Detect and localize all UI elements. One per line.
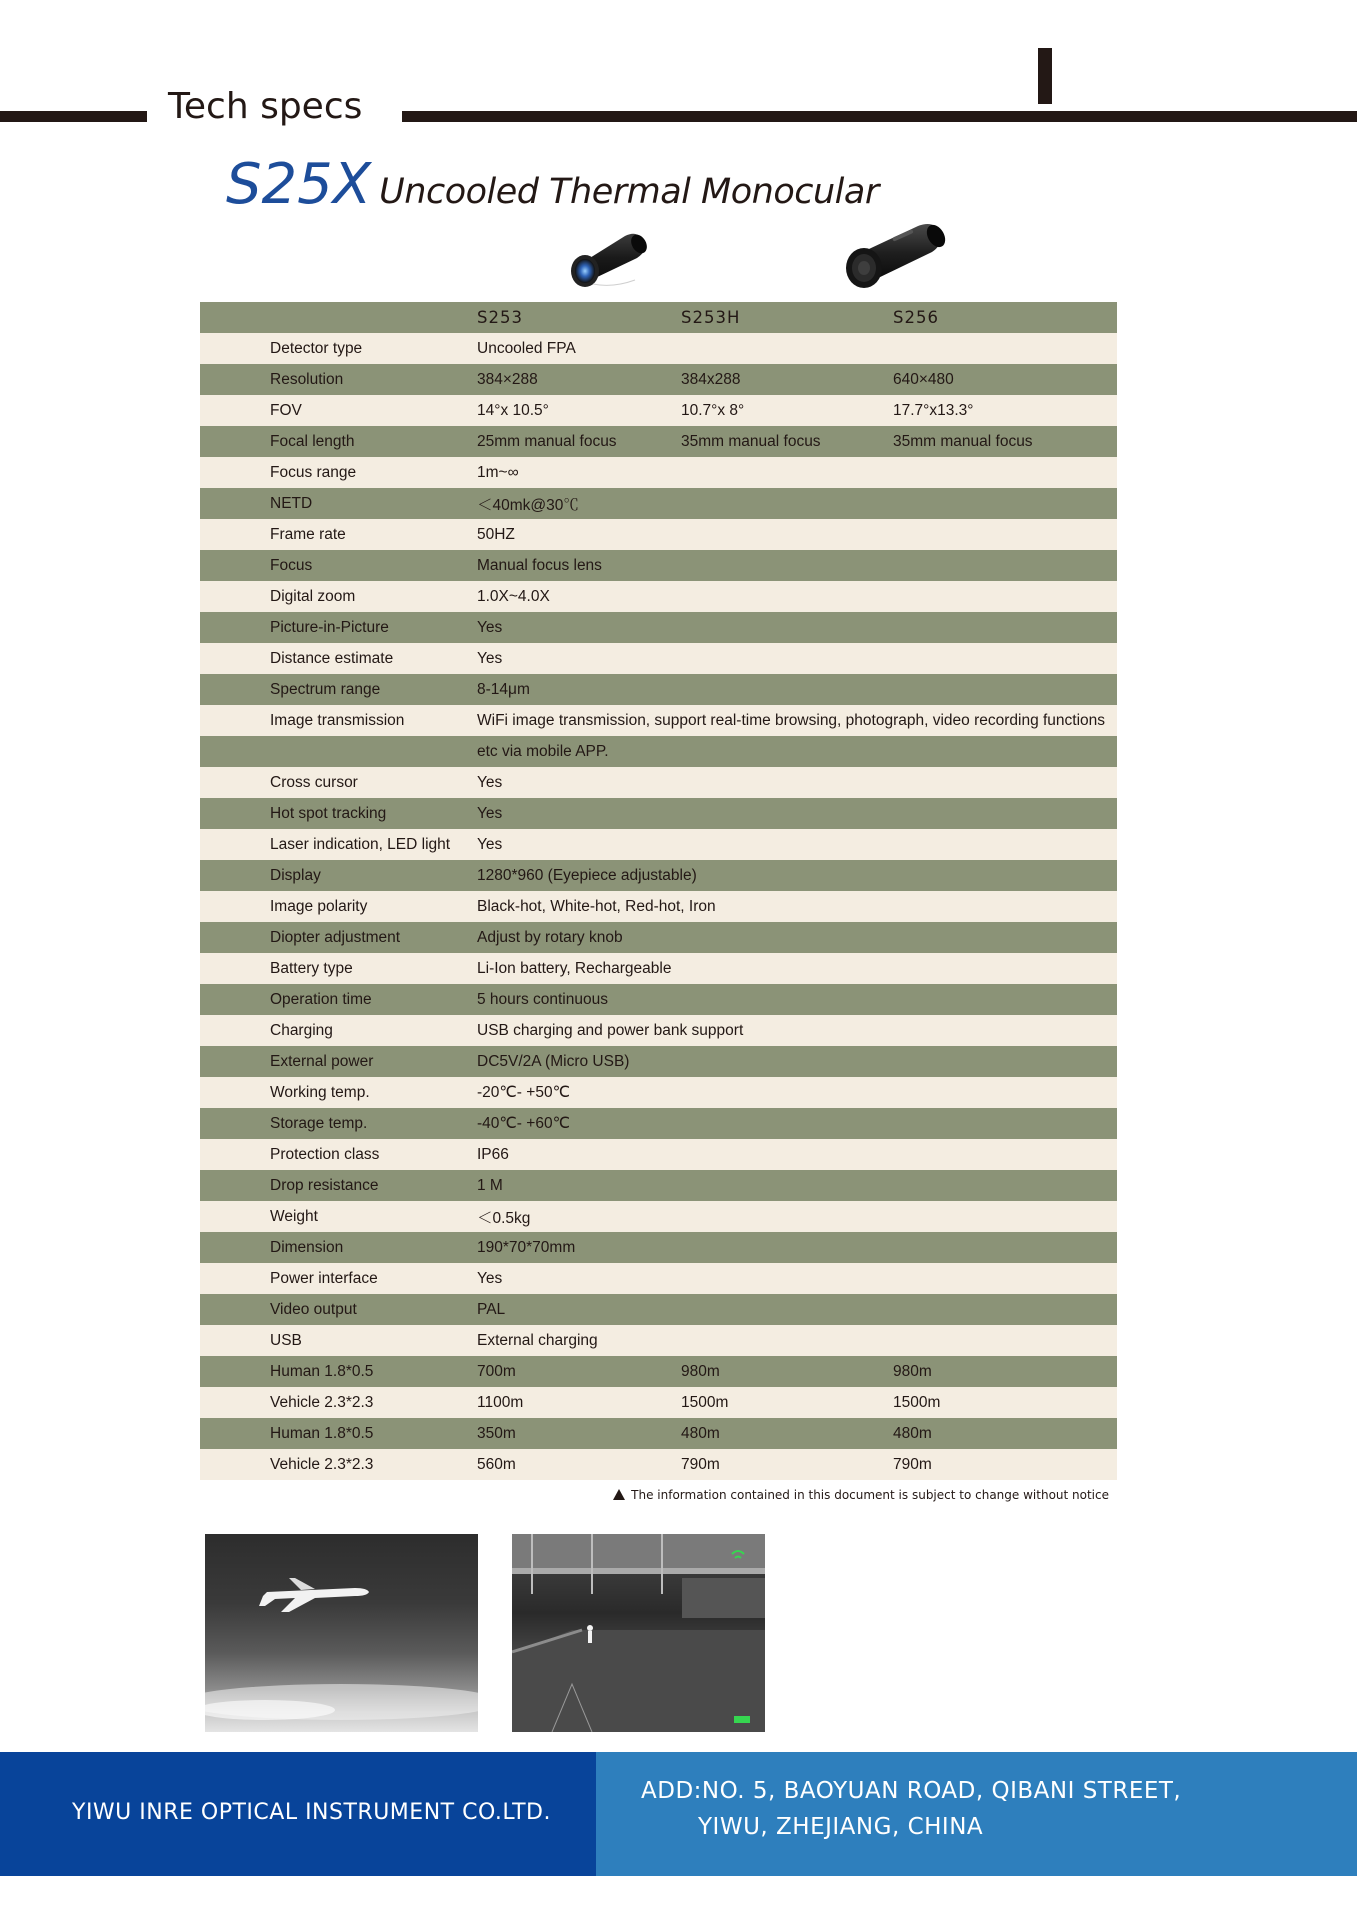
table-row: [200, 736, 1117, 767]
table-row: [200, 1201, 1117, 1232]
table-row: [200, 922, 1117, 953]
header-rule-tick: [1038, 48, 1052, 104]
spec-value: Li-Ion battery, Rechargeable: [477, 959, 672, 977]
spec-label: Resolution: [270, 370, 344, 388]
table-row: [200, 1077, 1117, 1108]
table-row: [200, 1015, 1117, 1046]
spec-value: USB charging and power bank support: [477, 1021, 744, 1039]
spec-label: NETD: [270, 494, 313, 512]
thermal-photo-airplane: [205, 1534, 478, 1732]
spec-label: Vehicle 2.3*2.3: [270, 1393, 374, 1411]
spec-label: Spectrum range: [270, 680, 381, 698]
table-row: [200, 1387, 1117, 1418]
spec-value: 14°x 10.5°: [477, 401, 549, 419]
spec-label: USB: [270, 1331, 302, 1349]
table-row: [200, 953, 1117, 984]
spec-value: 50HZ: [477, 525, 515, 543]
spec-label: Image transmission: [270, 711, 405, 729]
table-row: [200, 798, 1117, 829]
spec-value: 700m: [477, 1362, 516, 1380]
column-header-s253: S253: [477, 308, 523, 327]
spec-value: 790m: [681, 1455, 720, 1473]
spec-value: 25mm manual focus: [477, 432, 617, 450]
spec-value: 5 hours continuous: [477, 990, 608, 1008]
thermal-photo-street: [512, 1534, 765, 1732]
spec-value: 384x288: [681, 370, 741, 388]
spec-value: 1280*960 (Eyepiece adjustable): [477, 866, 697, 884]
spec-value: Yes: [477, 835, 503, 853]
spec-label: Video output: [270, 1300, 357, 1318]
device-image-s256: [840, 216, 950, 294]
spec-value: External charging: [477, 1331, 598, 1349]
spec-label: Power interface: [270, 1269, 378, 1287]
table-row: [200, 1294, 1117, 1325]
spec-value: 1500m: [681, 1393, 729, 1411]
table-row: [200, 550, 1117, 581]
spec-label: Human 1.8*0.5: [270, 1362, 374, 1380]
spec-value: 980m: [893, 1362, 932, 1380]
spec-value: 480m: [681, 1424, 720, 1442]
spec-value: 190*70*70mm: [477, 1238, 576, 1256]
spec-label: Frame rate: [270, 525, 346, 543]
spec-label: Focus: [270, 556, 313, 574]
table-header-row: [200, 302, 1117, 333]
table-row: [200, 1139, 1117, 1170]
table-row: [200, 1449, 1117, 1480]
company-name: YIWU INRE OPTICAL INSTRUMENT CO.LTD.: [72, 1800, 551, 1825]
device-image-s253: [563, 222, 653, 292]
spec-label: Drop resistance: [270, 1176, 379, 1194]
table-row: [200, 767, 1117, 798]
spec-label: FOV: [270, 401, 302, 419]
spec-value: IP66: [477, 1145, 509, 1163]
table-row: [200, 1046, 1117, 1077]
table-row: [200, 674, 1117, 705]
spec-value: 1.0X~4.0X: [477, 587, 550, 605]
spec-label: Distance estimate: [270, 649, 394, 667]
spec-value: Yes: [477, 1269, 503, 1287]
spec-value: 560m: [477, 1455, 516, 1473]
table-row: [200, 1325, 1117, 1356]
footer: [0, 1752, 1357, 1876]
table-row: [200, 643, 1117, 674]
spec-value: 1500m: [893, 1393, 941, 1411]
spec-value: 790m: [893, 1455, 932, 1473]
spec-value: 640×480: [893, 370, 954, 388]
table-row: [200, 581, 1117, 612]
table-row: [200, 1263, 1117, 1294]
spec-value: 17.7°x13.3°: [893, 401, 974, 419]
table-row: [200, 1232, 1117, 1263]
spec-label: Focal length: [270, 432, 355, 450]
spec-value: ＜0.5kg: [477, 1209, 531, 1227]
spec-value: -20℃- +50℃: [477, 1084, 570, 1101]
spec-label: [200, 736, 477, 767]
spec-value: 1 M: [477, 1176, 503, 1194]
street-scene-icon: [512, 1534, 765, 1732]
spec-label: Vehicle 2.3*2.3: [270, 1455, 374, 1473]
product-title: [226, 152, 879, 217]
table-row: [200, 426, 1117, 457]
table-row: [200, 1170, 1117, 1201]
notice: [613, 1488, 1109, 1502]
table-row: [200, 364, 1117, 395]
table-row: [200, 984, 1117, 1015]
spec-label: Working temp.: [270, 1083, 370, 1101]
spec-label: Cross cursor: [270, 773, 358, 791]
spec-label: Digital zoom: [270, 587, 356, 605]
footer-company-panel: [0, 1752, 596, 1876]
header-rule-left: [0, 111, 147, 122]
spec-label: Diopter adjustment: [270, 928, 401, 946]
address-line-2: YIWU, ZHEJIANG, CHINA: [698, 1814, 984, 1840]
spec-value: -40℃- +60℃: [477, 1115, 570, 1132]
spec-value: Yes: [477, 804, 503, 822]
spec-label: Display: [270, 866, 321, 884]
column-header: [200, 302, 477, 333]
spec-label: Operation time: [270, 990, 372, 1008]
spec-value: 10.7°x 8°: [681, 401, 745, 419]
spec-label: Battery type: [270, 959, 353, 977]
spec-label: Charging: [270, 1021, 333, 1039]
column-header-s256: S256: [893, 308, 939, 327]
spec-value: 35mm manual focus: [893, 432, 1033, 450]
table-row: [200, 891, 1117, 922]
spec-value: 35mm manual focus: [681, 432, 821, 450]
table-row: [200, 457, 1117, 488]
spec-value: Yes: [477, 649, 503, 667]
spec-value: Black-hot, White-hot, Red-hot, Iron: [477, 897, 716, 915]
spec-label: Protection class: [270, 1145, 380, 1163]
spec-value: 350m: [477, 1424, 516, 1442]
spec-value: PAL: [477, 1300, 506, 1318]
spec-value: Yes: [477, 618, 503, 636]
spec-label: Weight: [270, 1207, 318, 1225]
header-rule-right: [402, 111, 1357, 122]
spec-value: WiFi image transmission, support real-time browsing, photograph, video recording functions: [477, 711, 1106, 729]
spec-value: 1m~∞: [477, 463, 519, 481]
spec-value: 384×288: [477, 370, 538, 388]
table-row: [200, 829, 1117, 860]
table-row: [200, 1356, 1117, 1387]
spec-label: Dimension: [270, 1238, 344, 1256]
spec-value: Uncooled FPA: [477, 339, 576, 357]
spec-value: 480m: [893, 1424, 932, 1442]
spec-label: Human 1.8*0.5: [270, 1424, 374, 1442]
table-row: [200, 519, 1117, 550]
spec-value: Adjust by rotary knob: [477, 928, 623, 946]
product-code: S25X: [226, 152, 372, 217]
table-row: [200, 612, 1117, 643]
warning-triangle-icon: [613, 1489, 625, 1500]
airplane-icon: [205, 1534, 478, 1732]
table-row: [200, 705, 1117, 736]
spec-value: 8-14μm: [477, 680, 530, 698]
table-row: [200, 860, 1117, 891]
column-header-s253h: S253H: [681, 308, 741, 327]
spec-value: etc via mobile APP.: [477, 742, 609, 760]
spec-label: Focus range: [270, 463, 357, 481]
spec-label: Image polarity: [270, 897, 368, 915]
spec-value: 980m: [681, 1362, 720, 1380]
spec-value: Manual focus lens: [477, 556, 602, 574]
spec-label: Picture-in-Picture: [270, 618, 389, 636]
table-row: [200, 333, 1117, 364]
table-row: [200, 1418, 1117, 1449]
spec-label: Storage temp.: [270, 1114, 368, 1132]
section-title: Tech specs: [168, 86, 363, 127]
address-line-1: ADD:NO. 5, BAOYUAN ROAD, QIBANI STREET,: [641, 1778, 1182, 1804]
notice-text: The information contained in this document is subject to change without notice: [631, 1488, 1109, 1502]
spec-value: Yes: [477, 773, 503, 791]
table-row: [200, 1108, 1117, 1139]
table-row: [200, 488, 1117, 519]
product-name: Uncooled Thermal Monocular: [379, 172, 879, 212]
footer-address-panel: [596, 1752, 1357, 1876]
spec-table: [200, 302, 1117, 1480]
spec-value: ＜40mk@30℃: [477, 496, 579, 514]
spec-label: Laser indication, LED light: [270, 835, 451, 853]
spec-label: Hot spot tracking: [270, 804, 387, 822]
spec-label: External power: [270, 1052, 374, 1070]
spec-value: DC5V/2A (Micro USB): [477, 1052, 630, 1070]
spec-value: 1100m: [477, 1393, 524, 1411]
spec-label: Detector type: [270, 339, 363, 357]
table-row: [200, 395, 1117, 426]
